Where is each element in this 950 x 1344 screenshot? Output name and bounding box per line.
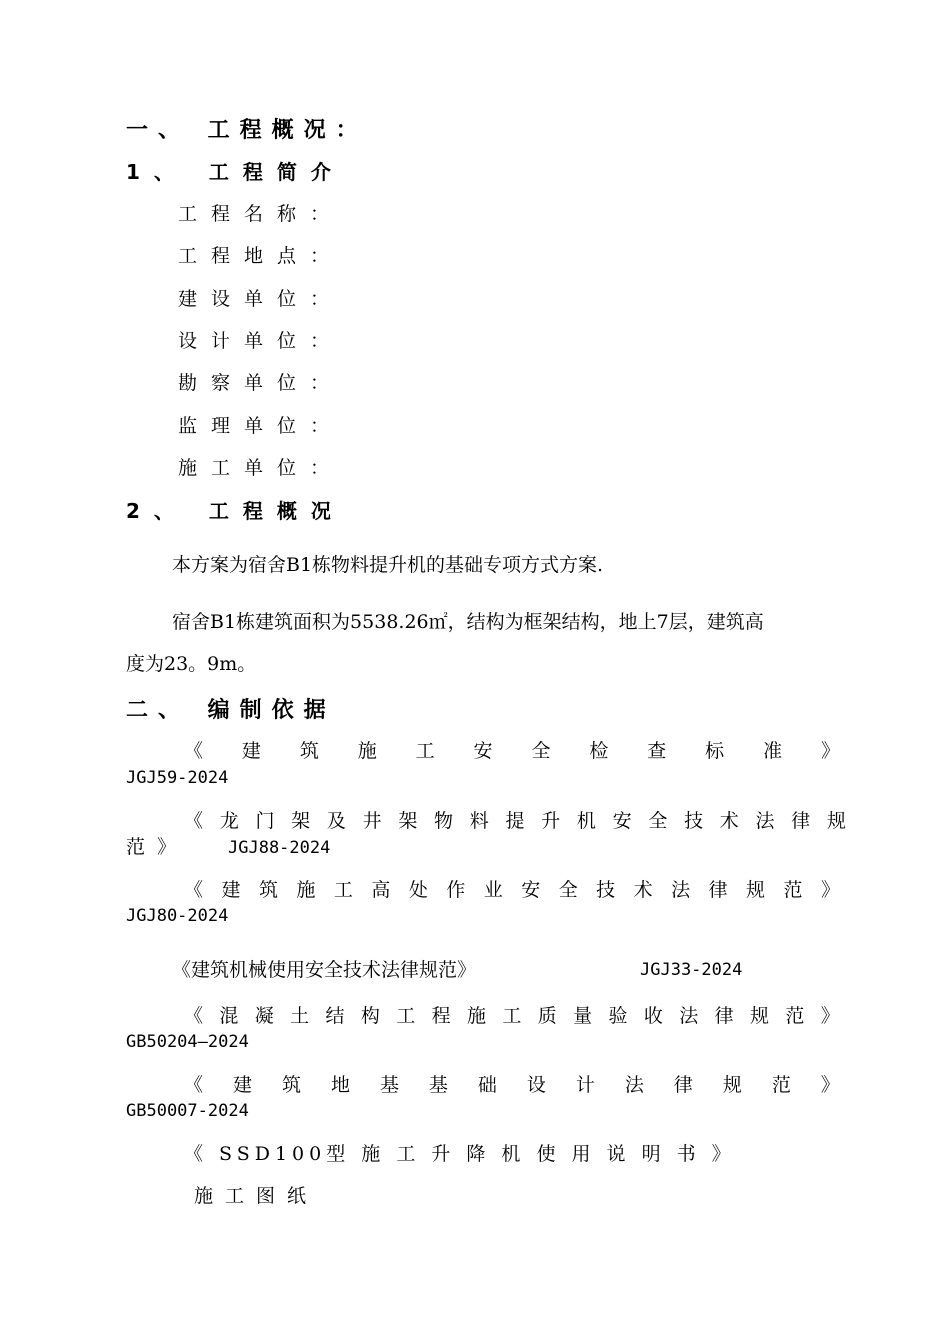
title-char: 计 [575, 1074, 595, 1096]
title-char: 建 [241, 740, 261, 762]
reference-6-title [184, 1076, 840, 1095]
title-char: 安 [521, 879, 541, 901]
title-char: 架 [398, 810, 418, 832]
title-char: 施 [357, 740, 377, 762]
reference-7-title: 《 SSD100型 施 工 升 降 机 使 用 说 明 书 》 [184, 1143, 736, 1165]
title-char: 全 [531, 740, 551, 762]
title-char: 《 [184, 1074, 204, 1096]
title-char: 安 [473, 740, 493, 762]
title-char: 门 [255, 810, 275, 832]
subsection-1-heading: 1、 工程简介 [126, 160, 345, 184]
title-char: 》 [820, 879, 840, 901]
field-client-unit [178, 290, 343, 309]
field-label: 建设单位： [178, 288, 344, 310]
overview-paragraph-2-line-1: 宿舍B1栋建筑面积为5538.26㎡，结构为框架结构，地上7层，建筑高 [172, 611, 764, 633]
field-design-unit [178, 332, 343, 351]
title-char: 工 [502, 1005, 522, 1027]
title-char: 律 [791, 810, 811, 832]
title-char: 法 [679, 1005, 699, 1027]
title-char: 架 [291, 810, 311, 832]
title-char: 全 [558, 879, 578, 901]
title-char: 量 [573, 1005, 593, 1027]
title-char: 基 [428, 1074, 448, 1096]
field-project-name [178, 205, 343, 224]
title-char: 基 [379, 1074, 399, 1096]
title-char: 高 [371, 879, 391, 901]
title-char: 法 [624, 1074, 644, 1096]
reference-5-code: GB50204—2024 [126, 1032, 249, 1052]
reference-3-title [184, 881, 840, 900]
title-char: 程 [431, 1005, 451, 1027]
title-char: 筑 [281, 1074, 301, 1096]
reference-2-title-continued: 范》 [126, 836, 189, 858]
reference-4-code: JGJ33-2024 [640, 960, 743, 980]
overview-paragraph-2-line-2: 度为23。9m。 [126, 653, 257, 675]
title-char: 范 [785, 1005, 805, 1027]
title-char: 建 [232, 1074, 252, 1096]
field-label: 勘察单位： [178, 372, 344, 394]
title-char: 业 [483, 879, 503, 901]
reference-2-title [184, 812, 846, 831]
title-char: 技 [596, 879, 616, 901]
title-char: 查 [647, 740, 667, 762]
reference-5-title [184, 1007, 840, 1026]
title-char: 结 [325, 1005, 345, 1027]
title-char: 物 [434, 810, 454, 832]
title-char: 律 [714, 1005, 734, 1027]
title-char: 料 [469, 810, 489, 832]
title-char: 检 [589, 740, 609, 762]
title-char: 范 [783, 879, 803, 901]
overview-paragraph-1: 本方案为宿舍B1栋物料提升机的基础专项方式方案. [172, 554, 604, 576]
reference-2-code: JGJ88-2024 [228, 838, 331, 858]
field-project-location [178, 247, 343, 266]
field-label: 工程地点： [178, 245, 344, 267]
title-char: 工 [415, 740, 435, 762]
title-char: 工 [396, 1005, 416, 1027]
reference-6-code: GB50007-2024 [126, 1101, 249, 1121]
title-char: 术 [719, 810, 739, 832]
title-char: 术 [633, 879, 653, 901]
field-construction-unit [178, 459, 343, 478]
title-char: 规 [750, 1005, 770, 1027]
title-char: 工 [333, 879, 353, 901]
reference-1-code: JGJ59-2024 [126, 768, 229, 788]
title-char: 《 [184, 810, 204, 832]
title-char: 井 [362, 810, 382, 832]
title-char: 》 [820, 740, 840, 762]
title-char: 准 [763, 740, 783, 762]
title-char: 筑 [299, 740, 319, 762]
title-char: 范 [771, 1074, 791, 1096]
title-char: 验 [608, 1005, 628, 1027]
title-char: 土 [290, 1005, 310, 1027]
title-char: 设 [526, 1074, 546, 1096]
reference-4-title: 《建筑机械使用安全技术法律规范》 [172, 959, 477, 981]
reference-1-title [184, 742, 840, 761]
reference-3-code: JGJ80-2024 [126, 906, 229, 926]
title-char: 建 [221, 879, 241, 901]
title-char: 作 [446, 879, 466, 901]
reference-8-title: 施工图纸 [194, 1185, 319, 1207]
field-label: 监理单位： [178, 415, 344, 437]
title-char: 地 [330, 1074, 350, 1096]
title-char: 法 [671, 879, 691, 901]
title-char: 处 [408, 879, 428, 901]
title-char: 安 [612, 810, 632, 832]
title-char: 构 [360, 1005, 380, 1027]
title-char: 龙 [219, 810, 239, 832]
title-char: 提 [505, 810, 525, 832]
subsection-2-heading: 2、 工程概况 [126, 499, 345, 523]
title-char: 质 [537, 1005, 557, 1027]
title-char: 及 [326, 810, 346, 832]
title-char: 律 [708, 879, 728, 901]
title-char: 全 [648, 810, 668, 832]
title-char: 《 [184, 879, 204, 901]
title-char: 标 [705, 740, 725, 762]
title-char: 施 [296, 879, 316, 901]
title-char: 》 [820, 1005, 840, 1027]
title-char: 混 [219, 1005, 239, 1027]
title-char: 机 [576, 810, 596, 832]
title-char: 施 [467, 1005, 487, 1027]
title-char: 规 [722, 1074, 742, 1096]
title-char: 《 [184, 1005, 204, 1027]
section-2-heading: 二、 编制依据 [126, 698, 336, 723]
title-char: 》 [820, 1074, 840, 1096]
title-char: 础 [477, 1074, 497, 1096]
title-char: 法 [755, 810, 775, 832]
section-1-heading: 一、 工程概况： [126, 118, 368, 143]
title-char: 规 [826, 810, 846, 832]
title-char: 规 [746, 879, 766, 901]
field-survey-unit [178, 374, 343, 393]
field-label: 施工单位： [178, 457, 344, 479]
field-label: 工程名称： [178, 203, 344, 225]
title-char: 凝 [254, 1005, 274, 1027]
field-supervision-unit [178, 417, 343, 436]
title-char: 收 [643, 1005, 663, 1027]
title-char: 筑 [258, 879, 278, 901]
field-label: 设计单位： [178, 330, 344, 352]
title-char: 升 [541, 810, 561, 832]
title-char: 技 [684, 810, 704, 832]
title-char: 《 [184, 740, 204, 762]
title-char: 律 [673, 1074, 693, 1096]
